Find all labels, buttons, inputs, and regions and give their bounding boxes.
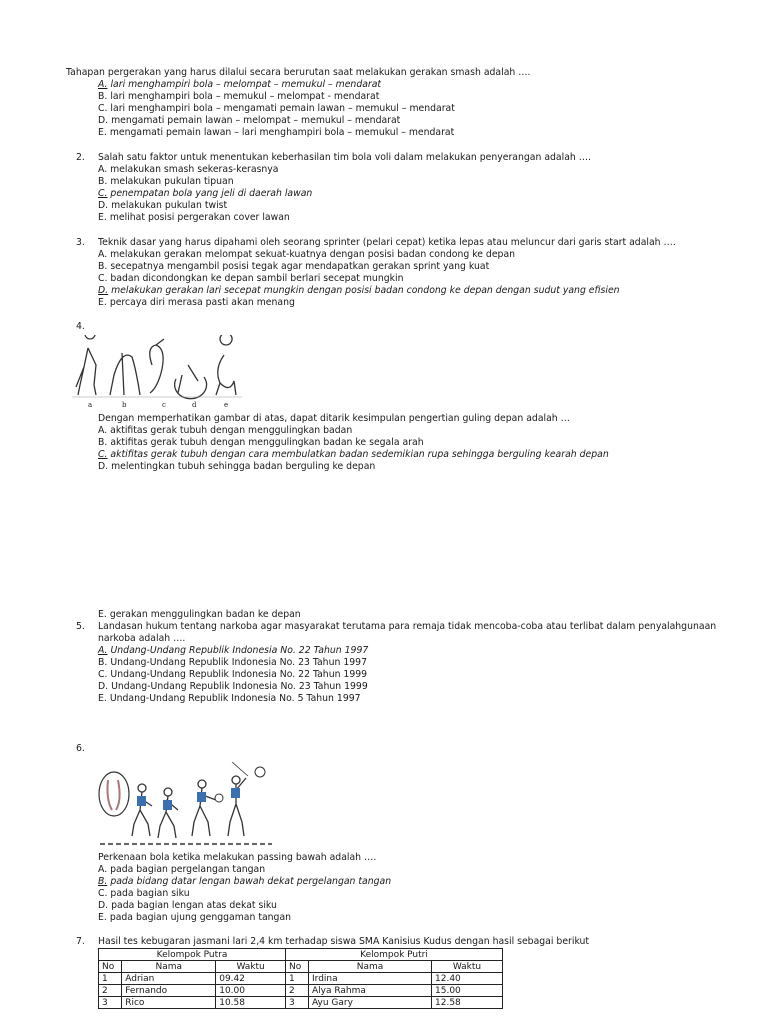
group-putra-header: Kelompok Putra bbox=[99, 949, 286, 961]
q1-option-d: D. mengamati pemain lawan – melompat – memukul – mendarat bbox=[98, 115, 401, 126]
fitness-results-table bbox=[98, 948, 503, 1009]
cell: Adrian bbox=[122, 973, 216, 985]
q4-option-c: C. aktifitas gerak tubuh dengan cara membulatkan badan sedemikian rupa sehingga berguling kearah depan bbox=[98, 449, 609, 460]
q4-option-b: B. aktifitas gerak tubuh dengan menggulingkan badan ke segala arah bbox=[98, 437, 424, 448]
q6-option-e: E. pada bagian ujung genggaman tangan bbox=[98, 912, 292, 923]
q2-option-c: C. penempatan bola yang jeli di daerah lawan bbox=[98, 188, 313, 199]
q1-option-a: A. lari menghampiri bola – melompat – memukul – mendarat bbox=[98, 79, 382, 90]
col-no-putra: No bbox=[99, 961, 122, 973]
cell: Irdina bbox=[309, 973, 432, 985]
cell: Rico bbox=[122, 997, 216, 1009]
q3-option-d: D. melakukan gerakan lari secepat mungkin dengan posisi badan condong ke depan dengan sudut yang efisien bbox=[98, 285, 620, 296]
cell: 10.00 bbox=[216, 985, 286, 997]
group-putri-header: Kelompok Putri bbox=[286, 949, 503, 961]
q4-text: Dengan memperhatikan gambar di atas, dapat ditarik kesimpulan pengertian guling depan adalah … bbox=[98, 413, 570, 424]
q5-option-b: B. Undang-Undang Republik Indonesia No. 23 Tahun 1997 bbox=[98, 657, 367, 668]
cell: 2 bbox=[99, 985, 122, 997]
q3-option-c: C. badan dicondongkan ke depan sambil berlari secepat mungkin bbox=[98, 273, 404, 284]
table-group-header-row bbox=[99, 949, 503, 961]
table-row bbox=[99, 997, 503, 1009]
q5-text-line2: narkoba adalah …. bbox=[98, 633, 186, 644]
cell: 12.58 bbox=[432, 997, 503, 1009]
q3-text: Teknik dasar yang harus dipahami oleh seorang sprinter (pelari cepat) ketika lepas atau meluncur dari garis start adalah …. bbox=[98, 237, 676, 248]
q3-option-e: E. percaya diri merasa pasti akan menang bbox=[98, 297, 295, 308]
q5-number: 5. bbox=[76, 621, 85, 632]
figure-label-b: b bbox=[122, 401, 127, 409]
q7-number: 7. bbox=[76, 936, 85, 947]
q2-number: 2. bbox=[76, 152, 85, 163]
table-column-header-row bbox=[99, 961, 503, 973]
q5-option-e: E. Undang-Undang Republik Indonesia No. 5 Tahun 1997 bbox=[98, 693, 361, 704]
figure-label-c: c bbox=[162, 401, 166, 409]
q1-option-c: C. lari menghampiri bola – mengamati pemain lawan – memukul – mendarat bbox=[98, 103, 455, 114]
table-row bbox=[99, 985, 503, 997]
q5-option-d: D. Undang-Undang Republik Indonesia No. 23 Tahun 1999 bbox=[98, 681, 368, 692]
q6-option-b: B. pada bidang datar lengan bawah dekat pergelangan tangan bbox=[98, 876, 392, 887]
col-nama-putri: Nama bbox=[309, 961, 432, 973]
q4-option-a: A. aktifitas gerak tubuh dengan menggulingkan badan bbox=[98, 425, 353, 436]
q4-option-e: E. gerakan menggulingkan badan ke depan bbox=[98, 609, 301, 620]
cell: Ayu Gary bbox=[309, 997, 432, 1009]
figure-label-a: a bbox=[88, 401, 93, 409]
col-no-putri: No bbox=[286, 961, 309, 973]
q3-option-b: B. secepatnya mengambil posisi tegak agar mendapatkan gerakan sprint yang kuat bbox=[98, 261, 490, 272]
cell: 3 bbox=[99, 997, 122, 1009]
q6-option-d: D. pada bagian lengan atas dekat siku bbox=[98, 900, 277, 911]
q5-option-a: A. Undang-Undang Republik Indonesia No. 22 Tahun 1997 bbox=[98, 645, 369, 656]
cell: 2 bbox=[286, 985, 309, 997]
cell: 09.42 bbox=[216, 973, 286, 985]
q1-option-b: B. lari menghampiri bola – memukul – melompat - mendarat bbox=[98, 91, 380, 102]
q5-option-c: C. Undang-Undang Republik Indonesia No. 22 Tahun 1999 bbox=[98, 669, 368, 680]
cell: 15.00 bbox=[432, 985, 503, 997]
q6-option-a: A. pada bagian pergelangan tangan bbox=[98, 864, 266, 875]
col-nama-putra: Nama bbox=[122, 961, 216, 973]
q2-option-b: B. melakukan pukulan tipuan bbox=[98, 176, 234, 187]
q3-option-a: A. melakukan gerakan melompat sekuat-kuatnya dengan posisi badan condong ke depan bbox=[98, 249, 516, 260]
cell: 1 bbox=[286, 973, 309, 985]
q2-option-a: A. melakukan smash sekeras-kerasnya bbox=[98, 164, 279, 175]
q6-option-c: C. pada bagian siku bbox=[98, 888, 190, 899]
passing-bawah-illustration bbox=[96, 760, 276, 850]
cell: Fernando bbox=[122, 985, 216, 997]
figure-label-d: d bbox=[192, 401, 197, 409]
q1-text: Tahapan pergerakan yang harus dilalui secara berurutan saat melakukan gerakan smash adalah …. bbox=[66, 67, 531, 78]
q5-text-line1: Landasan hukum tentang narkoba agar masyarakat terutama para remaja tidak mencoba-coba atau terlibat dalam penyalahgunaan bbox=[98, 621, 717, 632]
q3-number: 3. bbox=[76, 237, 85, 248]
forward-roll-illustration bbox=[70, 335, 245, 410]
figure-label-e: e bbox=[224, 401, 229, 409]
col-waktu-putra: Waktu bbox=[216, 961, 286, 973]
q2-option-d: D. melakukan pukulan twist bbox=[98, 200, 228, 211]
q4-number: 4. bbox=[76, 321, 85, 332]
cell: 1 bbox=[99, 973, 122, 985]
q6-text: Perkenaan bola ketika melakukan passing bawah adalah …. bbox=[98, 852, 377, 863]
cell: 3 bbox=[286, 997, 309, 1009]
q4-option-d: D. melentingkan tubuh sehingga badan berguling ke depan bbox=[98, 461, 376, 472]
cell: Alya Rahma bbox=[309, 985, 432, 997]
q2-text: Salah satu faktor untuk menentukan keberhasilan tim bola voli dalam melakukan penyerangan adalah …. bbox=[98, 152, 592, 163]
cell: 10.58 bbox=[216, 997, 286, 1009]
q7-text: Hasil tes kebugaran jasmani lari 2,4 km terhadap siswa SMA Kanisius Kudus dengan hasil sebagai berikut bbox=[98, 936, 590, 947]
cell: 12.40 bbox=[432, 973, 503, 985]
col-waktu-putri: Waktu bbox=[432, 961, 503, 973]
table-row bbox=[99, 973, 503, 985]
q1-option-e: E. mengamati pemain lawan – lari menghampiri bola – memukul – mendarat bbox=[98, 127, 455, 138]
q6-number: 6. bbox=[76, 743, 85, 754]
q2-option-e: E. melihat posisi pergerakan cover lawan bbox=[98, 212, 290, 223]
